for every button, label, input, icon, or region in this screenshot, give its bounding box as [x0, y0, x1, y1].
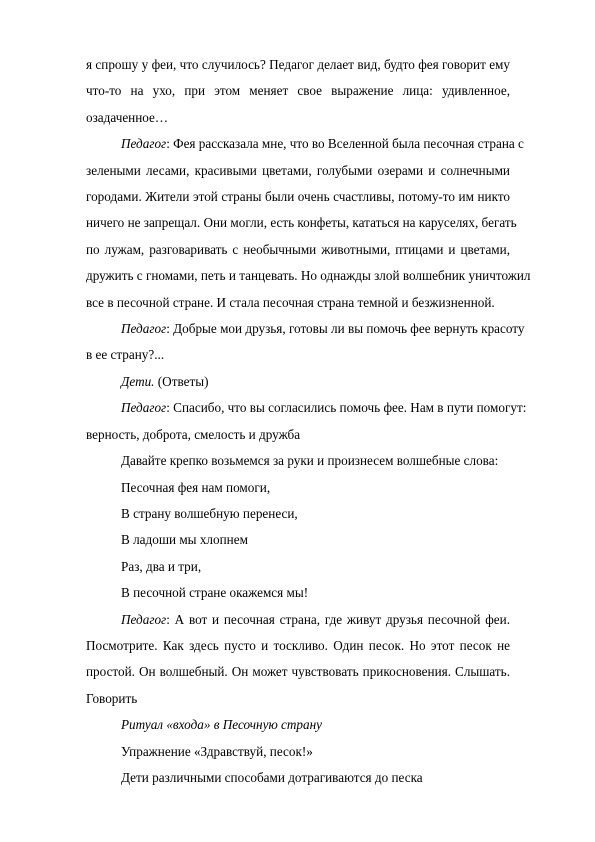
speech-text: : А вот и песочная страна, где живут друзья песочной феи. [166, 611, 510, 627]
paragraph-line [86, 131, 524, 157]
paragraph-line [86, 395, 527, 421]
speaker-label: Педагог [121, 400, 167, 416]
paragraph-line [86, 316, 525, 342]
speaker-label: Педагог [121, 611, 167, 627]
text-line: ничего не запрещал. Они могли, есть конфеты, кататься на каруселях, бегать [86, 215, 517, 231]
text-line: Давайте крепко возьмемся за руки и произнесем волшебные слова: [121, 453, 499, 469]
poem-line: В ладоши мы хлопнем [121, 532, 248, 548]
text-line: все в песочной стране. И стала песочная страна темной и безжизненной. [86, 294, 495, 310]
speaker-label: Педагог [121, 136, 167, 152]
speech-text: : Спасибо, что вы согласились помочь фее. Нам в пути помогут: [166, 400, 527, 416]
poem-line: В песочной стране окажемся мы! [121, 585, 309, 601]
speech-text: : Фея рассказала мне, что во Вселенной была песочная страна с [166, 136, 524, 152]
text-line: городами. Жители этой страны были очень счастливы, потому-то им никто [86, 189, 510, 205]
text-line: Посмотрите. Как здесь пусто и тоскливо. Один песок. Но этот песок не [86, 637, 510, 653]
text-line: Дети различными способами дотрагиваются до песка [121, 769, 423, 785]
text-line: в ее страну?... [86, 347, 165, 363]
paragraph-line [86, 369, 510, 395]
speech-text: : Добрые мои друзья, готовы ли вы помочь фее вернуть красоту [166, 321, 525, 337]
document-body [86, 52, 531, 791]
text-line: Говорить [86, 690, 138, 706]
text-line: верность, доброта, смелость и дружба [86, 426, 301, 442]
section-heading: Ритуал «входа» в Песочную страну [121, 717, 322, 733]
exercise-title: Упражнение «Здравствуй, песок!» [121, 743, 313, 759]
text-line: зелеными лесами, красивыми цветами, голубыми озерами и солнечными [86, 162, 510, 178]
text-line: дружить с гномами, петь и танцевать. Но однажды злой волшебник уничтожил [86, 268, 531, 284]
text-line: по лужам, разговаривать с необычными животными, птицами и цветами, [86, 241, 510, 257]
paragraph-line [86, 607, 510, 633]
speaker-label: Педагог [121, 321, 167, 337]
speech-text: (Ответы) [154, 373, 209, 389]
text-line: простой. Он волшебный. Он может чувствовать прикосновения. Слышать. [86, 664, 510, 680]
text-line: озадаченное… [86, 109, 169, 125]
poem-line: Раз, два и три, [121, 558, 202, 574]
poem-line: Песочная фея нам помоги, [121, 479, 271, 495]
speaker-label: Дети. [121, 373, 155, 389]
poem-line: В страну волшебную перенеси, [121, 505, 298, 521]
text-line: что-то на ухо, при этом меняет свое выражение лица: удивленное, [86, 83, 510, 99]
text-line: я спрошу у феи, что случилось? Педагог делает вид, будто фея говорит ему [86, 57, 510, 72]
